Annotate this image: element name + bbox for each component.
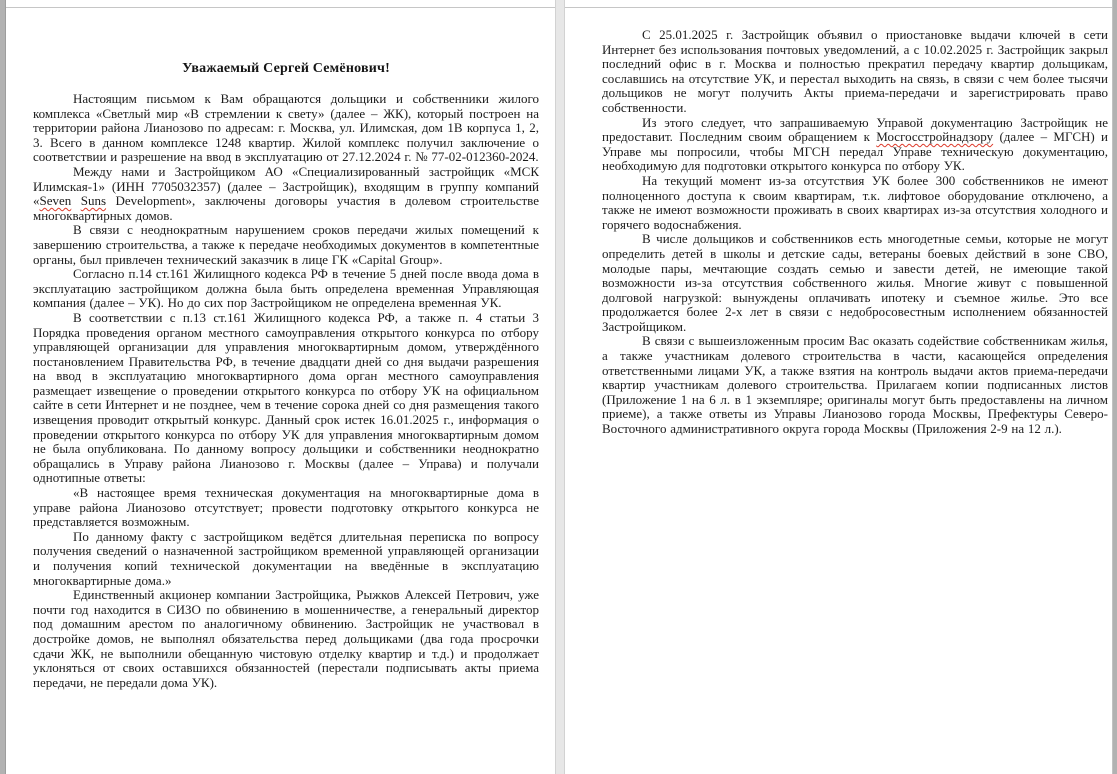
paragraph <box>33 267 539 311</box>
text-segment: «В настоящее время техническая документация на многоквартирные дома в управе района Лианозово отсутствует; провести подготовку открытого конкурса не представляется возможным. <box>33 485 539 530</box>
paragraph <box>33 165 539 223</box>
page-1 <box>6 7 555 774</box>
text-segment: В связи с вышеизложенным просим Вас оказать содействие собственникам жилья, а также участникам долевого строительства в части, касающейся определения ответственными лицами УК, а также взятия на контроль выдачи актов приема-передачи квартир участникам долевого строительства. Прилагаем копии подписанных листов (Приложение 1 на 6 л. в 1 экземпляре; оригиналы могут быть предоставлены на личном приеме), а также ответы из Управы Лианозово города Москвы, Префектуры Северо-Восточного административного округа города Москвы (Приложения 2-9 на 12 л.). <box>602 333 1108 437</box>
text-segment <box>71 193 80 208</box>
text-segment: (далее – МГСН) и Управе мы попросили, чтобы МГСН передал Управе техническую документацию, необходимую для подготовки открытого конкурса по отбору УК. <box>602 129 1108 174</box>
text-segment: Development», заключены договоры участия в долевом строительстве многоквартирных домов. <box>33 193 540 223</box>
page-content <box>602 28 1108 437</box>
paragraph <box>33 588 539 690</box>
text-segment: Согласно п.14 ст.161 Жилищного кодекса РФ в течение 5 дней после ввода дома в эксплуатацию застройщиком должна была быть определена временная Управляющая компания (далее – УК). Но до сих пор Застройщиком не определена временная УК. <box>33 266 539 311</box>
page-gutter <box>555 0 565 774</box>
paragraph <box>33 223 539 267</box>
right-edge-strip <box>1112 0 1117 774</box>
letter-salutation-title: Уважаемый Сергей Семёнович! <box>182 61 390 76</box>
text-segment: Из этого следует, что запрашиваемую Управой документацию Застройщик не предоставит. Последним своим обращением к <box>602 114 1108 145</box>
text-segment: В связи с неоднократным нарушением сроков передачи жилых помещений к завершению строительства, а также к передаче необходимых документов в компетентные органы, был привлечен технический заказчик в лице ГК «Capital Group». <box>33 222 539 267</box>
paragraph <box>602 28 1108 116</box>
misspelled-word: Мосгосстройнадзору <box>876 129 994 145</box>
paragraph <box>33 311 539 486</box>
text-segment: По данному факту с застройщиком ведётся длительная переписка по вопросу получения сведений о назначенной застройщиком временной управляющей организации и получения копий технической документации на введённые в эксплуатацию многоквартирные дома.» <box>33 528 539 588</box>
text-segment: Между нами и Застройщиком АО «Специализированный застройщик «МСК Илимская-1» (ИНН 7705032357) (далее – Застройщик), входящим в группу компаний « <box>33 163 539 209</box>
page-2 <box>565 7 1112 774</box>
text-segment: Единственный акционер компании Застройщика, Рыжков Алексей Петрович, уже почти год находится в СИЗО по обвинению в мошенничестве, а генеральный директор под домашним арестом по аналогичному обвинению. Застройщик не участвовал в достройке домов, не выполнял обязательства перед дольщиками (два года просрочки сдачи ЖК, не выполнили обещанную чистовую отделку квартир и т.д.) и продолжает уклоняться от своих оставшихся обязанностей (перестали подписывать акты приема передачи, не передали дома УК). <box>33 587 539 690</box>
text-segment: В числе дольщиков и собственников есть многодетные семьи, которые не могут определить детей в школы и детские сады, ветераны боевых действий в зоне СВО, молодые пары, мечтающие создать семью и завести детей, не имеющие такой возможности из-за отсутствия собственного жилья. Многие живут с повышенной долговой нагрузкой: вынуждены оплачивать ипотеку и съемное жилье. Это все продолжается более 2-х лет в связи с недобросовестным исполнением обязанностей Застройщиком. <box>602 231 1108 334</box>
misspelled-word: Suns <box>80 193 107 209</box>
text-segment: На текущий момент из-за отсутствия УК более 300 собственников не имеют полноценного доступа к своим квартирам, т.к. лифтовое оборудование отключено, а также не имеют возможности проживать в своих квартирах из-за отсутствия холодного и горячего водоснабжения. <box>602 172 1108 232</box>
paragraph <box>33 486 539 530</box>
paragraph <box>602 232 1108 334</box>
text-segment: С 25.01.2025 г. Застройщик объявил о приостановке выдачи ключей в сети Интернет без использования почтовых уведомлений, а с 10.02.2025 г. Застройщик закрыл последний офис в г. Москва и полностью прекратил передачу квартир дольщикам, сославшись на отсутствие УК, и перестал выходить на связь, в связи с чем более тысячи дольщиков не могут получить Акты приема-передачи и зарегистрировать право собственности. <box>602 27 1108 115</box>
misspelled-word: Seven <box>39 193 72 209</box>
paragraph <box>602 174 1108 232</box>
paragraph <box>602 334 1108 436</box>
text-segment: Настоящим письмом к Вам обращаются дольщики и собственники жилого комплекса «Светлый мир «В стремлении к свету» (далее – ЖК), который построен на территории района Лианозово по адресам: г. Москва, ул. Илимская, дом 1В корпуса 1, 2, 3. Всего в данном комплексе 1248 квартир. Жилой комплекс получил заключение о соответствии и разрешение на ввод в эксплуатацию от 27.12.2024 г. № 77-02-012360-2024. <box>33 91 539 165</box>
paragraph <box>33 530 539 588</box>
text-segment: В соответствии с п.13 ст.161 Жилищного кодекса РФ, а также п. 4 статьи 3 Порядка проведения органом местного самоуправления открытого конкурса по отбору управляющей организации для управления многоквартирным домом, утверждённого постановлением Правительства РФ, в течение двадцати дней со дня выдачи разрешения на ввод в эксплуатацию многоквартирного дома орган местного самоуправления размещает извещение о проведении открытого конкурса по отбору УК на официальном сайте в сети Интернет и не позднее, чем в течение сорока дней со дня размещения такого извещения проводит открытый конкурс. Данный срок истек 16.01.2025 г., информация о проведении открытого конкурса по отбору УК для управления многоквартирным домом не была опубликована. По данному вопросу дольщики и собственники неоднократно обращались в Управу района Лианозово г. Москвы (далее – Управа) и получали однотипные ответы: <box>33 309 539 486</box>
paragraph <box>33 92 539 165</box>
paragraph <box>602 116 1108 174</box>
page-content <box>33 92 539 690</box>
